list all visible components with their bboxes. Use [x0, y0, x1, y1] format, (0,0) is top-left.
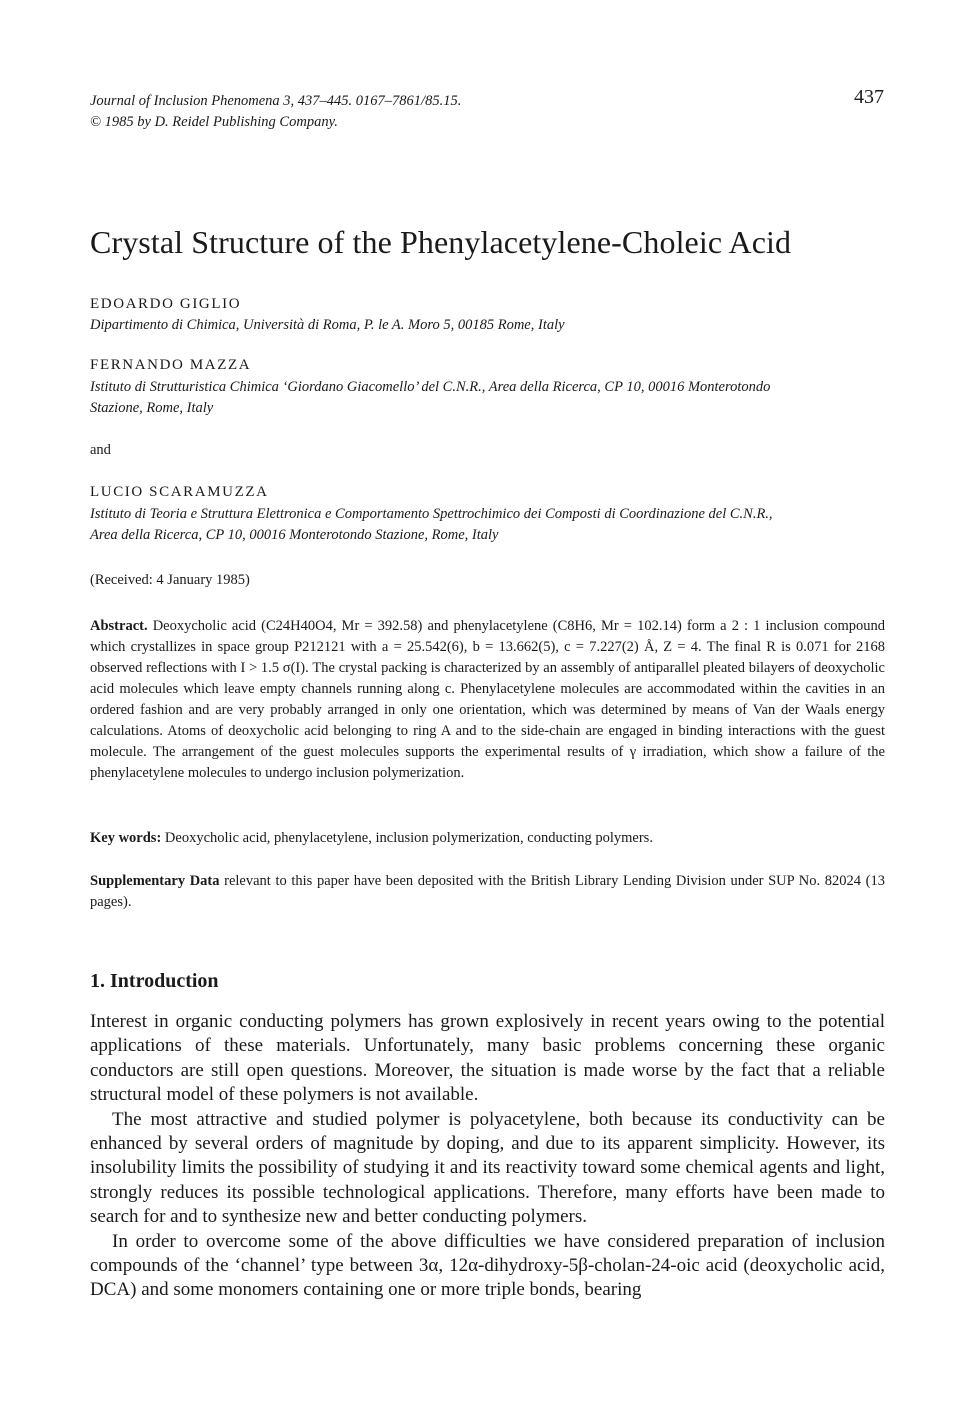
author-affiliation: Area della Ricerca, CP 10, 00016 Monterotondo Stazione, Rome, Italy: [90, 527, 499, 543]
journal-header: [90, 91, 790, 133]
paper-title: Crystal Structure of the Phenylacetylene-Choleic Acid: [90, 224, 792, 260]
key-words-text: Deoxycholic acid, phenylacetylene, inclusion polymerization, conducting polymers.: [164, 830, 653, 846]
abstract: [90, 616, 885, 784]
journal-line: Journal of Inclusion Phenomena 3, 437–445. 0167–7861/85.15.: [90, 93, 462, 109]
author-name: EDOARDO GIGLIO: [90, 296, 242, 312]
paragraph: The most attractive and studied polymer is polyacetylene, both because its conductivity can be enhanced by several orders of magnitude by doping, and due to its apparent simplicity. However, its insolubility limits the possibility of studying it and its reactivity toward some chemical agents and light, strongly reduces its possible technological applications. Therefore, many efforts have been made to search for and to synthesize new and better conducting polymers.: [90, 1108, 885, 1228]
copyright-line: © 1985 by D. Reidel Publishing Company.: [90, 114, 338, 130]
author-affiliation: Stazione, Rome, Italy: [90, 400, 214, 416]
key-words: [90, 828, 885, 849]
received-date: (Received: 4 January 1985): [90, 572, 250, 588]
key-words-label: Key words:: [90, 830, 162, 846]
author-affiliation: Istituto di Teoria e Struttura Elettronica e Comportamento Spettrochimico dei Composti di Coordinazione del C.N.R.,: [90, 506, 773, 522]
abstract-text: Deoxycholic acid (C24H40O4, Mr = 392.58) and phenylacetylene (C8H6, Mr = 102.14) form a 2 : 1 inclusion compound which crystallizes in space group P212121 with a = 25.542(6), b = 13.662(5), c = 7.227(2) Å, Z = 4. The final R is 0.071 for 2168 observed reflections with I > 1.5 σ(I). The crystal packing is characterized by an assembly of antiparallel pleated bilayers of deoxycholic acid molecules which leave empty channels running along c. Phenylacetylene molecules are accommodated within the cavities in an ordered fashion and are very probably arranged in only one orientation, which was determined by means of Van der Waals energy calculations. Atoms of deoxycholic acid belonging to ring A and to the side-chain are engaged in binding interactions with the guest molecule. The arrangement of the guest molecules supports the experimental results of γ irradiation, which show a failure of the phenylacetylene molecules to undergo inclusion polymerization.: [90, 618, 885, 781]
paragraph: In order to overcome some of the above difficulties we have considered preparation of inclusion compounds of the ‘channel’ type between 3α, 12α-dihydroxy-5β-cholan-24-oic acid (deoxycholic acid, DCA) and some monomers containing one or more triple bonds, bearing: [90, 1230, 885, 1301]
and-word: and: [90, 442, 111, 458]
paragraph: Interest in organic conducting polymers has grown explosively in recent years owing to the potential applications of these materials. Unfortunately, many basic problems concerning these organic conductors are still open questions. Moreover, the situation is made worse by the fact that a reliable structural model of these polymers is not available.: [90, 1011, 885, 1106]
supplementary-label: Supplementary Data: [90, 873, 220, 889]
author-affiliation: Dipartimento di Chimica, Università di Roma, P. le A. Moro 5, 00185 Rome, Italy: [90, 317, 565, 333]
author-name: LUCIO SCARAMUZZA: [90, 484, 269, 500]
author-name: FERNANDO MAZZA: [90, 357, 252, 373]
section-heading: 1. Introduction: [90, 970, 219, 992]
abstract-label: Abstract.: [90, 618, 148, 634]
supplementary-text: relevant to this paper have been deposited with the British Library Lending Division under SUP No. 82024 (13 pages).: [90, 873, 885, 910]
section-body: [90, 1010, 885, 1303]
page-number: 437: [854, 86, 884, 108]
author-affiliation: Istituto di Strutturistica Chimica ‘Giordano Giacomello’ del C.N.R., Area della Ricerca, CP 10, 00016 Monterotondo: [90, 379, 771, 395]
supplementary-data: [90, 871, 885, 913]
